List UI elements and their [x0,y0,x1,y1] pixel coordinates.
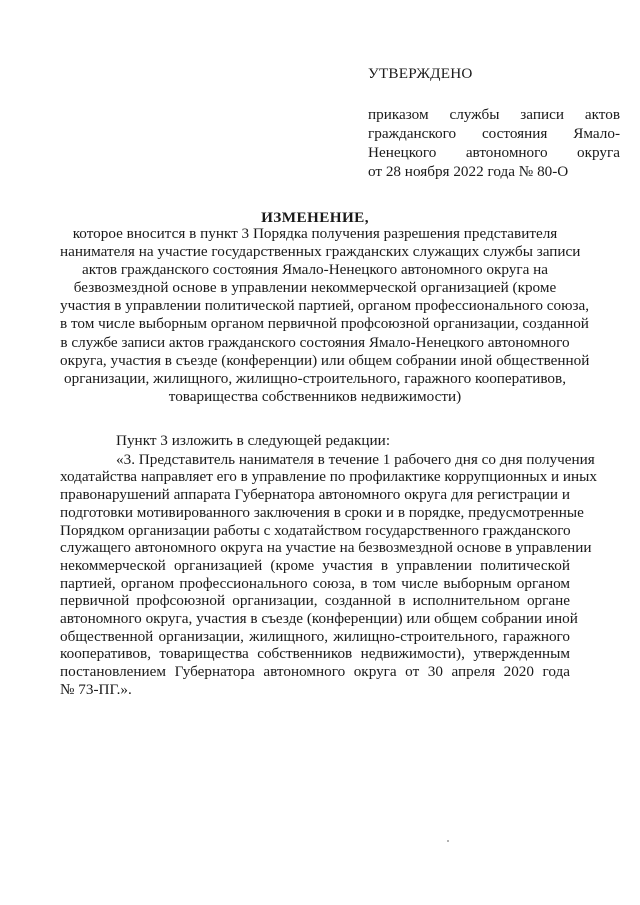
body-line: постановлением Губернатора автономного округа от 30 апреля 2020 года [60,663,570,681]
body-line: первичной профсоюзной организации, созданной в исполнительном органе [60,592,570,610]
body-line: служащего автономного округа на участие на безвозмездной основе в управлении [60,539,592,557]
document-title: ИЗМЕНЕНИЕ, [261,209,369,226]
approval-line: приказом службы записи актов [368,106,620,123]
body-intro: Пункт 3 изложить в следующей редакции: [116,432,391,449]
subtitle-line: в службе записи актов гражданского состояния Ямало-Ненецкого автономного [60,333,570,351]
body-line: партией, органом профессионального союза, в том числе выборным органом [60,574,570,592]
body-line: подготовки мотивированного заключения в сроки и в порядке, предусмотренные [60,503,584,521]
scan-speck [447,840,449,842]
subtitle-line: которое вносится в пункт 3 Порядка получения разрешения представителя [72,225,558,242]
approval-line: гражданского состояния Ямало- [368,125,620,142]
subtitle-line: в том числе выборным органом первичной профсоюзной организации, созданной [60,315,589,333]
body-line: автономного округа, участия в съезде (конференции) или общем собрании иной [60,610,578,628]
body-line: ходатайства направляет его в управление по профилактике коррупционных и иных [60,468,597,486]
body-line: правонарушений аппарата Губернатора автономного округа для регистрации и [60,486,570,504]
approval-line: Ненецкого автономного округа [368,144,620,161]
document-subtitle [60,225,590,406]
subtitle-line: организации, жилищного, жилищно-строительного, гаражного кооперативов, [64,369,566,387]
body-line: кооперативов, товарищества собственников недвижимости), утвержденным [60,645,570,663]
body-line: некоммерческой организацией (кроме участия в управлении политической [60,556,570,574]
body-line: «3. Представитель нанимателя в течение 1 рабочего дня со дня получения [116,450,595,468]
body-line: № 73-ПГ.». [60,680,132,698]
subtitle-line: нанимателя на участие государственных гражданских служащих службы записи [60,243,581,261]
subtitle-line: округа, участия в съезде (конференции) или общем собрании иной общественной [60,351,590,369]
subtitle-line: участия в управлении политической партией, органом профессионального союза, [60,297,590,315]
approval-line: от 28 ноября 2022 года № 80-О [368,163,569,180]
subtitle-line: актов гражданского состояния Ямало-Ненецкого автономного округа на [81,261,549,279]
approval-heading: УТВЕРЖДЕНО [368,65,473,82]
approval-block [368,64,620,181]
document-body [60,432,597,699]
subtitle-line: безвозмездной основе в управлении некоммерческой организацией (кроме [73,279,557,297]
body-line: Порядком организации работы с ходатайством государственного гражданского [60,521,571,539]
subtitle-line: товарищества собственников недвижимости) [168,387,462,405]
body-line: общественной организации, жилищного, жилищно-строительного, гаражного [60,627,570,645]
